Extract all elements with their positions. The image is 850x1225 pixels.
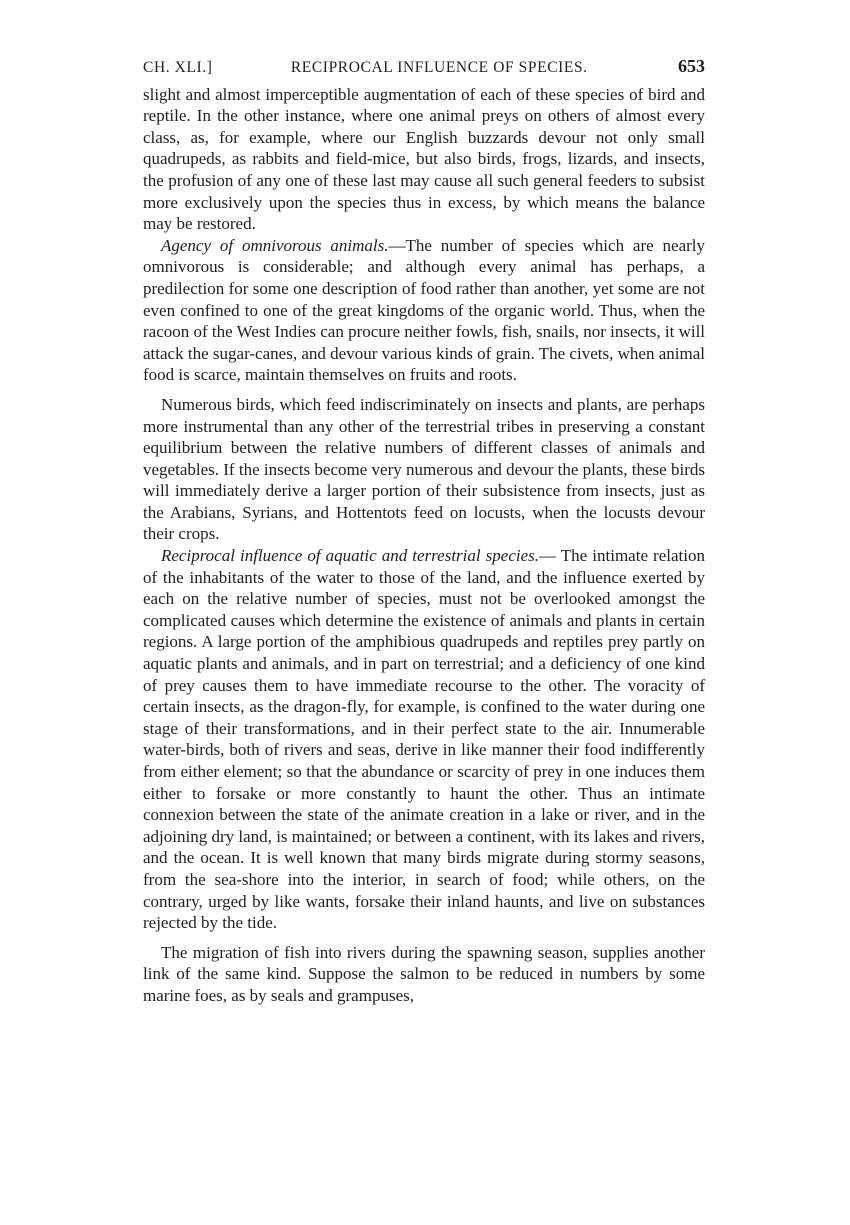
section-heading-reciprocal: Reciprocal influence of aquatic and terrestrial species. (161, 546, 540, 566)
page-number: 653 (678, 56, 705, 76)
running-head (143, 56, 705, 79)
paragraph-text: — The intimate relation of the inhabitants of the water to those of the land, and the influence exerted by each on the relative number of species, must not be overlooked amongst the complicated causes which determine the existence of animals and plants in certain regions. A large portion of the amphibious quadrupeds and reptiles prey partly on aquatic plants and animals, and in part on terrestrial; and a deficiency of one kind of prey causes them to have immediate recourse to the other. The voracity of certain insects, as the dragon-fly, for example, is confined to the water during one stage of their transformations, and in their perfect state to the air. Innumerable water-birds, both of rivers and seas, derive in like manner their food indifferently from either element; so that the abundance or scarcity of prey in one induces them either to forsake or more constantly to haunt the other. Thus an intimate connexion between the state of the animate creation in a lake or river, and in the adjoining dry land, is maintained; or between a continent, with its lakes and rivers, and the ocean. It is well known that many birds migrate during stormy seasons, from the sea-shore into the interior, in search of food; while others, on the contrary, urged by like wants, forsake their inland haunts, and live on substances rejected by the tide. (143, 546, 705, 933)
paragraph-text: —The number of species which are nearly omnivorous is considerable; and although every animal has perhaps, a predilection for some one description of food rather than another, yet some are not even confined to one of the great kingdoms of the organic world. Thus, when the racoon of the West Indies can procure neither fowls, fish, snails, nor insects, it will attack the sugar-canes, and devour various kinds of grain. The civets, when animal food is scarce, maintain themselves on fruits and roots. (143, 235, 706, 385)
paragraph-text: slight and almost imperceptible augmentation of each of these species of bird and reptile. In the other instance, where one animal preys on others of almost every class, as, for example, where our English buzzards devour not only small quadrupeds, as rabbits and field-mice, but also birds, frogs, lizards, and insects, the profusion of any one of these last may cause all such general feeders to subsist more exclusively upon the species thus in excess, by which means the balance may be restored. (143, 84, 705, 234)
paragraph-birds (143, 394, 705, 545)
paragraph-migration (143, 942, 705, 1007)
book-page (143, 56, 705, 1007)
paragraph-continued (143, 84, 705, 235)
paragraph-text: The migration of fish into rivers during the spawning season, supplies another link of the same kind. Suppose the salmon to be reduced in numbers by some marine foes, as by seals and grampuses, (143, 942, 705, 1005)
paragraph-reciprocal (143, 545, 705, 934)
section-heading-omnivorous: Agency of omnivorous animals. (161, 235, 389, 255)
paragraph-text: Numerous birds, which feed indiscriminately on insects and plants, are perhaps more instrumental than any other of the terrestrial tribes in preserving a constant equilibrium between the relative numbers of different classes of animals and vegetables. If the insects become very numerous and devour the plants, these birds will immediately derive a larger portion of their subsistence from insects, just as the Arabians, Syrians, and Hottentots feed on locusts, when the locusts devour their crops. (143, 394, 705, 544)
chapter-label: CH. XLI.] (143, 59, 213, 76)
page-title: RECIPROCAL INFLUENCE OF SPECIES. (290, 59, 588, 76)
paragraph-omnivorous (143, 235, 705, 386)
